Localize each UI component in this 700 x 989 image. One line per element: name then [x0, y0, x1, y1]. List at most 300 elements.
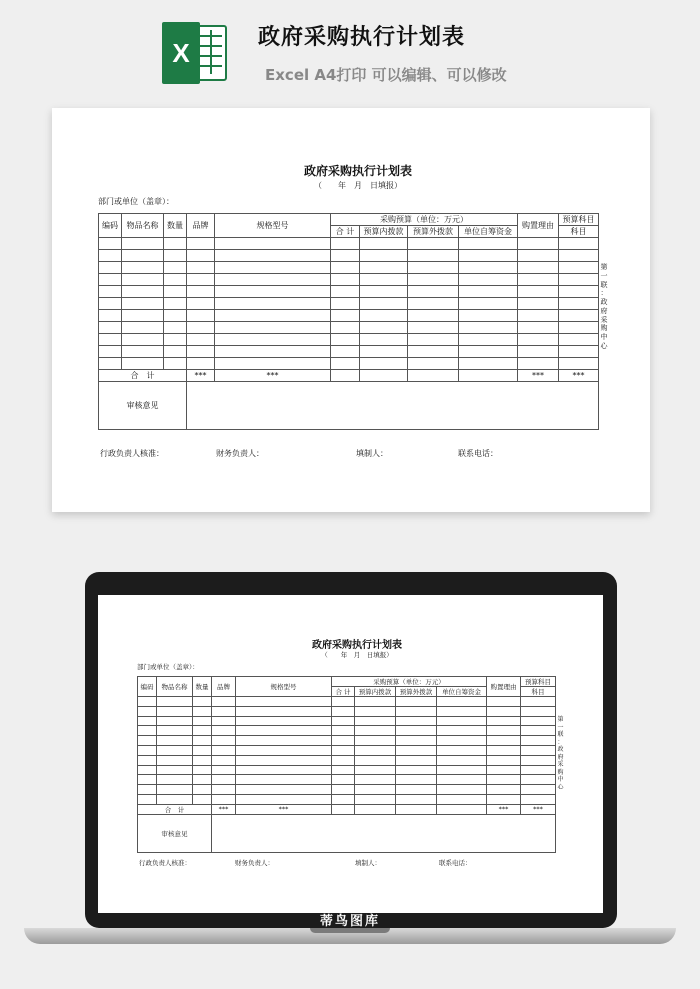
form-document-small — [137, 636, 577, 876]
table-cell — [487, 745, 521, 755]
col-header-self-funds: 单位自筹资金 — [459, 226, 518, 238]
table-cell — [157, 697, 193, 707]
table-cell — [487, 755, 521, 765]
col-header-in-budget: 预算内拨款 — [360, 226, 408, 238]
table-cell — [408, 358, 459, 370]
table-cell — [332, 716, 355, 726]
table-cell — [99, 358, 122, 370]
table-cell — [187, 262, 215, 274]
table-cell — [99, 322, 122, 334]
table-row — [138, 745, 556, 755]
table-cell — [518, 358, 559, 370]
table-cell — [332, 794, 355, 804]
table-row — [138, 726, 556, 736]
table-cell — [99, 310, 122, 322]
form-title: 政府采购执行计划表 — [312, 640, 402, 651]
table-cell — [236, 794, 332, 804]
table-cell — [437, 726, 487, 736]
col-header-total: 合 计 — [331, 226, 360, 238]
table-cell — [215, 346, 331, 358]
table-cell — [122, 298, 164, 310]
table-cell — [408, 286, 459, 298]
table-cell — [355, 706, 396, 716]
table-cell — [408, 274, 459, 286]
table-cell — [518, 310, 559, 322]
col-header-item-name: 物品名称 — [122, 214, 164, 238]
table-cell — [408, 346, 459, 358]
table-cell — [559, 298, 599, 310]
table-cell — [408, 250, 459, 262]
table-cell — [138, 697, 157, 707]
table-cell — [459, 274, 518, 286]
table-row — [138, 794, 556, 804]
table-cell — [521, 765, 556, 775]
table-row — [138, 736, 556, 746]
table-row — [99, 238, 599, 250]
table-row — [99, 286, 599, 298]
table-cell — [187, 358, 215, 370]
table-cell — [437, 755, 487, 765]
table-cell — [212, 745, 236, 755]
table-row — [99, 250, 599, 262]
table-cell — [355, 755, 396, 765]
table-cell — [157, 745, 193, 755]
table-cell — [360, 286, 408, 298]
header-row — [138, 677, 556, 687]
sig-finance: 财务负责人： — [235, 859, 274, 867]
table-cell — [360, 250, 408, 262]
sum-label: 合 计 — [99, 370, 187, 382]
dept-label: 部门或单位（盖章）： — [137, 663, 199, 671]
table-cell — [122, 310, 164, 322]
col-header-code: 编码 — [99, 214, 122, 238]
table-cell — [332, 775, 355, 785]
table-cell — [157, 726, 193, 736]
sig-preparer: 填制人： — [356, 449, 388, 458]
sig-preparer: 填制人： — [355, 859, 381, 867]
col-header-subject: 科目 — [521, 687, 556, 697]
form-date-line: （ 年 月 日填报） — [321, 651, 393, 659]
table-cell — [408, 238, 459, 250]
table-cell — [164, 322, 187, 334]
form-date-line: （ 年 月 日填报） — [314, 181, 402, 190]
review-content — [212, 814, 556, 852]
table-cell — [157, 794, 193, 804]
table-cell — [355, 804, 396, 814]
table-cell — [157, 775, 193, 785]
table-cell — [355, 716, 396, 726]
table-cell — [193, 775, 212, 785]
table-cell — [521, 726, 556, 736]
table-cell — [332, 745, 355, 755]
table-row — [99, 262, 599, 274]
table-cell — [157, 755, 193, 765]
table-cell — [396, 697, 437, 707]
col-header-total: 合 计 — [332, 687, 355, 697]
col-header-budget-subject: 预算科目 — [559, 214, 599, 226]
table-cell — [332, 726, 355, 736]
table-cell — [164, 310, 187, 322]
table-cell — [396, 716, 437, 726]
table-cell — [355, 697, 396, 707]
table-cell — [355, 775, 396, 785]
table-cell — [355, 745, 396, 755]
table-cell — [187, 250, 215, 262]
table-cell — [331, 250, 360, 262]
side-note: 第 一 联 ： 政 府 采 购 中 心 — [557, 716, 564, 791]
table-cell — [164, 238, 187, 250]
table-cell — [408, 262, 459, 274]
sum-label: 合 计 — [138, 804, 212, 814]
sum-spec: *** — [215, 370, 331, 382]
table-cell — [518, 346, 559, 358]
table-cell — [193, 785, 212, 795]
table-cell — [331, 262, 360, 274]
col-header-budget-group: 采购预算（单位：万元） — [332, 677, 487, 687]
table-cell — [138, 775, 157, 785]
table-cell — [332, 736, 355, 746]
table-cell — [212, 716, 236, 726]
table-cell — [360, 262, 408, 274]
table-cell — [122, 274, 164, 286]
table-cell — [521, 785, 556, 795]
table-cell — [521, 755, 556, 765]
table-cell — [331, 358, 360, 370]
table-cell — [459, 286, 518, 298]
table-cell — [355, 794, 396, 804]
table-cell — [122, 346, 164, 358]
table-cell — [332, 765, 355, 775]
table-cell — [215, 238, 331, 250]
table-cell — [521, 736, 556, 746]
excel-icon-letter: X — [172, 38, 190, 68]
table-cell — [236, 716, 332, 726]
table-cell — [212, 765, 236, 775]
table-cell — [396, 765, 437, 775]
table-cell — [518, 334, 559, 346]
table-cell — [122, 358, 164, 370]
table-cell — [99, 262, 122, 274]
table-cell — [360, 310, 408, 322]
table-cell — [396, 755, 437, 765]
table-cell — [459, 310, 518, 322]
table-cell — [437, 736, 487, 746]
table-cell — [138, 765, 157, 775]
col-header-spec: 规格型号 — [236, 677, 332, 697]
table-cell — [212, 794, 236, 804]
sum-reason: *** — [518, 370, 559, 382]
table-cell — [355, 785, 396, 795]
table-cell — [157, 736, 193, 746]
excel-icon — [160, 20, 228, 86]
table-cell — [518, 250, 559, 262]
table-row — [99, 274, 599, 286]
page-subtitle: Excel A4打印 可以编辑、可以修改 — [265, 66, 507, 84]
table-row — [99, 298, 599, 310]
table-cell — [559, 322, 599, 334]
table-cell — [437, 716, 487, 726]
table-cell — [487, 775, 521, 785]
table-cell — [355, 736, 396, 746]
table-cell — [122, 238, 164, 250]
table-cell — [559, 346, 599, 358]
table-cell — [459, 250, 518, 262]
table-cell — [518, 274, 559, 286]
table-cell — [99, 274, 122, 286]
col-header-brand: 品牌 — [187, 214, 215, 238]
plan-table — [98, 213, 599, 430]
table-cell — [215, 334, 331, 346]
sig-phone: 联系电话： — [439, 859, 472, 867]
form-document-large — [98, 162, 618, 462]
table-cell — [332, 804, 355, 814]
review-label: 审核意见 — [99, 382, 187, 430]
sum-row — [138, 804, 556, 814]
table-cell — [437, 804, 487, 814]
table-cell — [236, 765, 332, 775]
table-cell — [396, 775, 437, 785]
table-cell — [332, 785, 355, 795]
review-row — [99, 382, 599, 430]
table-cell — [138, 755, 157, 765]
table-cell — [138, 736, 157, 746]
table-cell — [487, 785, 521, 795]
table-cell — [157, 706, 193, 716]
table-cell — [193, 716, 212, 726]
table-cell — [396, 726, 437, 736]
table-cell — [122, 250, 164, 262]
table-cell — [360, 358, 408, 370]
table-cell — [396, 804, 437, 814]
table-cell — [236, 785, 332, 795]
table-cell — [157, 785, 193, 795]
table-cell — [215, 250, 331, 262]
sum-qty: *** — [187, 370, 215, 382]
table-cell — [408, 334, 459, 346]
table-cell — [459, 334, 518, 346]
table-cell — [437, 794, 487, 804]
table-cell — [187, 310, 215, 322]
table-cell — [331, 310, 360, 322]
sum-subject: *** — [521, 804, 556, 814]
table-cell — [99, 298, 122, 310]
table-cell — [193, 765, 212, 775]
table-cell — [212, 785, 236, 795]
table-cell — [331, 334, 360, 346]
table-cell — [187, 274, 215, 286]
table-cell — [138, 706, 157, 716]
table-cell — [437, 785, 487, 795]
table-cell — [487, 765, 521, 775]
side-note: 第 一 联 ： 政 府 采 购 中 心 — [600, 263, 608, 350]
table-cell — [459, 262, 518, 274]
table-cell — [408, 370, 459, 382]
table-cell — [559, 286, 599, 298]
page-title: 政府采购执行计划表 — [258, 25, 466, 50]
table-row — [99, 310, 599, 322]
table-row — [138, 785, 556, 795]
table-cell — [559, 274, 599, 286]
table-cell — [518, 286, 559, 298]
table-cell — [459, 346, 518, 358]
table-cell — [164, 262, 187, 274]
table-row — [99, 322, 599, 334]
table-cell — [212, 775, 236, 785]
table-cell — [212, 697, 236, 707]
sum-spec: *** — [236, 804, 332, 814]
table-cell — [157, 765, 193, 775]
col-header-code: 编码 — [138, 677, 157, 697]
table-cell — [408, 298, 459, 310]
sum-row — [99, 370, 599, 382]
sig-phone: 联系电话： — [458, 449, 498, 458]
table-cell — [437, 745, 487, 755]
table-row — [138, 697, 556, 707]
table-cell — [164, 274, 187, 286]
table-cell — [138, 726, 157, 736]
col-header-self-funds: 单位自筹资金 — [437, 687, 487, 697]
review-label: 审核意见 — [138, 814, 212, 852]
table-cell — [487, 697, 521, 707]
table-cell — [521, 697, 556, 707]
table-cell — [99, 250, 122, 262]
col-header-purchase-reason: 购置理由 — [487, 677, 521, 697]
table-cell — [408, 322, 459, 334]
table-cell — [215, 274, 331, 286]
table-cell — [559, 358, 599, 370]
table-cell — [559, 238, 599, 250]
table-cell — [187, 238, 215, 250]
table-cell — [360, 370, 408, 382]
sig-admin: 行政负责人核准： — [139, 859, 191, 867]
table-cell — [122, 334, 164, 346]
table-cell — [193, 697, 212, 707]
table-cell — [236, 726, 332, 736]
table-cell — [215, 310, 331, 322]
table-cell — [236, 755, 332, 765]
table-cell — [559, 262, 599, 274]
table-cell — [164, 250, 187, 262]
table-cell — [164, 358, 187, 370]
table-cell — [138, 745, 157, 755]
table-cell — [332, 755, 355, 765]
table-cell — [215, 358, 331, 370]
table-cell — [459, 238, 518, 250]
table-cell — [518, 262, 559, 274]
table-cell — [521, 706, 556, 716]
table-cell — [331, 286, 360, 298]
table-cell — [332, 706, 355, 716]
col-header-quantity: 数量 — [193, 677, 212, 697]
col-header-brand: 品牌 — [212, 677, 236, 697]
table-cell — [212, 755, 236, 765]
table-cell — [331, 370, 360, 382]
table-cell — [193, 755, 212, 765]
table-cell — [332, 697, 355, 707]
form-title: 政府采购执行计划表 — [303, 164, 412, 178]
table-cell — [157, 716, 193, 726]
table-cell — [518, 322, 559, 334]
table-cell — [487, 726, 521, 736]
table-cell — [187, 346, 215, 358]
plan-table — [137, 676, 556, 853]
table-cell — [236, 736, 332, 746]
col-header-budget-group: 采购预算（单位：万元） — [331, 214, 518, 226]
table-cell — [437, 775, 487, 785]
table-cell — [518, 298, 559, 310]
sig-finance: 财务负责人： — [216, 449, 264, 458]
table-cell — [193, 794, 212, 804]
table-cell — [459, 298, 518, 310]
table-cell — [487, 716, 521, 726]
table-cell — [559, 250, 599, 262]
table-cell — [355, 726, 396, 736]
table-cell — [408, 310, 459, 322]
table-cell — [396, 785, 437, 795]
table-cell — [215, 298, 331, 310]
col-header-out-budget: 预算外拨款 — [396, 687, 437, 697]
col-header-subject: 科目 — [559, 226, 599, 238]
table-cell — [164, 286, 187, 298]
table-row — [99, 334, 599, 346]
table-cell — [138, 716, 157, 726]
table-cell — [236, 745, 332, 755]
table-cell — [521, 716, 556, 726]
table-cell — [360, 238, 408, 250]
table-cell — [331, 274, 360, 286]
table-cell — [236, 697, 332, 707]
table-cell — [360, 334, 408, 346]
col-header-spec: 规格型号 — [215, 214, 331, 238]
table-cell — [138, 785, 157, 795]
dept-label: 部门或单位（盖章）： — [98, 197, 174, 206]
table-cell — [331, 322, 360, 334]
table-cell — [331, 298, 360, 310]
table-cell — [355, 765, 396, 775]
table-cell — [164, 298, 187, 310]
sum-subject: *** — [559, 370, 599, 382]
table-row — [138, 765, 556, 775]
table-cell — [193, 726, 212, 736]
table-cell — [331, 238, 360, 250]
table-cell — [559, 310, 599, 322]
table-cell — [215, 262, 331, 274]
table-cell — [487, 736, 521, 746]
table-cell — [236, 775, 332, 785]
table-cell — [521, 794, 556, 804]
table-cell — [487, 794, 521, 804]
col-header-budget-subject: 预算科目 — [521, 677, 556, 687]
table-cell — [164, 334, 187, 346]
header-row — [99, 214, 599, 226]
table-cell — [521, 745, 556, 755]
table-cell — [99, 346, 122, 358]
table-cell — [122, 322, 164, 334]
sum-qty: *** — [212, 804, 236, 814]
table-cell — [99, 286, 122, 298]
table-row — [138, 706, 556, 716]
table-cell — [215, 322, 331, 334]
table-cell — [99, 238, 122, 250]
col-header-out-budget: 预算外拨款 — [408, 226, 459, 238]
table-cell — [518, 238, 559, 250]
table-cell — [212, 706, 236, 716]
brand-watermark: 蒂鸟图库 — [319, 914, 380, 929]
table-row — [138, 755, 556, 765]
table-cell — [187, 334, 215, 346]
sum-reason: *** — [487, 804, 521, 814]
table-cell — [187, 298, 215, 310]
